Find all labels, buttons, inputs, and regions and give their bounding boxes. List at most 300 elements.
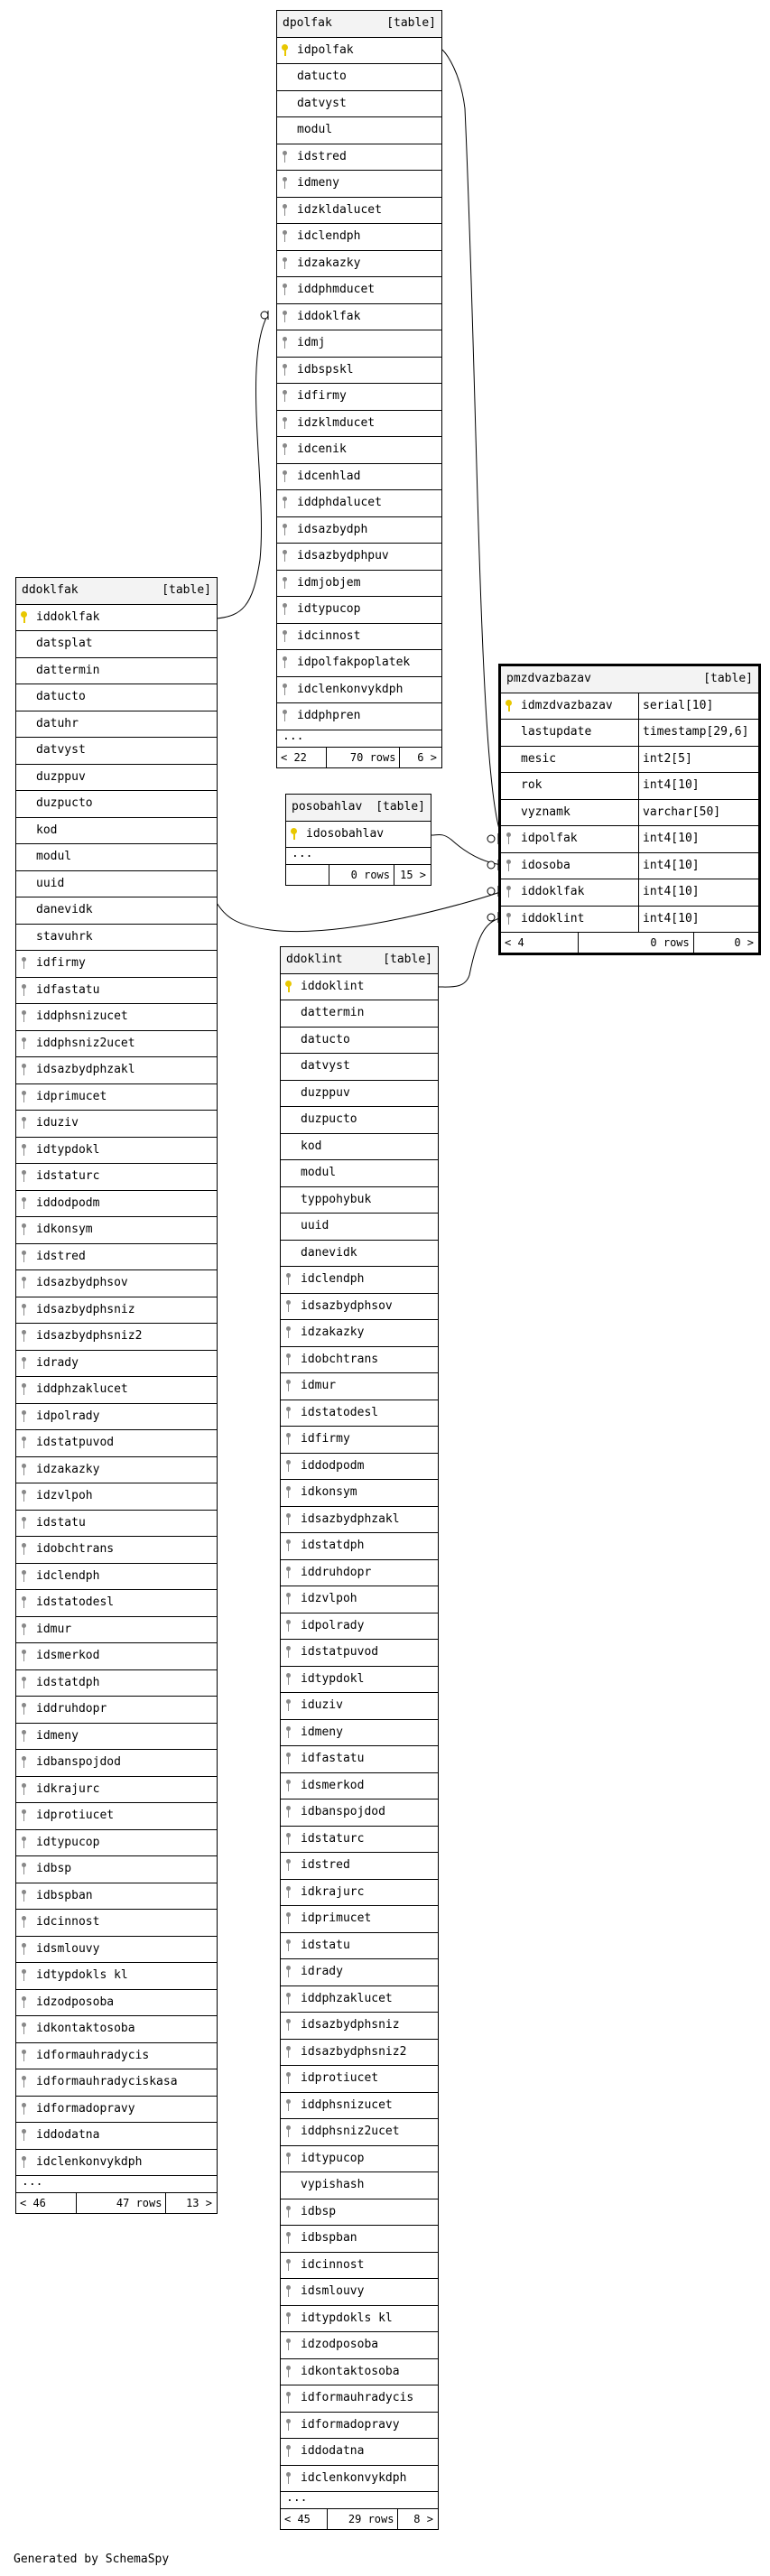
column-name: idmeny [297, 176, 339, 190]
column-row[interactable] [16, 2016, 217, 2043]
column-row[interactable] [16, 1217, 217, 1244]
generated-by-footer: Generated by SchemaSpy [14, 2553, 170, 2566]
column-name: duzpucto [301, 1112, 357, 1126]
column-row[interactable] [16, 1191, 217, 1218]
column-row[interactable] [286, 822, 431, 849]
column-row[interactable] [281, 2253, 438, 2280]
foreign-key-icon [16, 978, 31, 1004]
column-name: idfirmy [301, 1432, 350, 1446]
column-row[interactable] [281, 1880, 438, 1907]
parents-count[interactable] [286, 865, 329, 885]
column-row[interactable] [16, 1084, 217, 1111]
foreign-key-icon [277, 464, 292, 490]
column-row[interactable] [16, 844, 217, 871]
row-count: 29 rows [328, 2509, 398, 2529]
row-count: 70 rows [327, 748, 401, 767]
column-name: iddphzaklucet [36, 1382, 128, 1396]
column-row[interactable] [281, 2279, 438, 2306]
foreign-key-icon [281, 2385, 295, 2412]
column-row[interactable] [16, 1910, 217, 1937]
column-row[interactable] [16, 897, 217, 925]
table-header[interactable] [501, 666, 758, 693]
column-row[interactable] [16, 1111, 217, 1138]
column-row[interactable] [281, 1160, 438, 1187]
column-row[interactable] [277, 198, 441, 225]
foreign-key-icon [281, 1933, 295, 1959]
column-row[interactable] [281, 1241, 438, 1268]
column-row[interactable] [281, 1933, 438, 1960]
children-count[interactable]: 15 > [400, 869, 426, 881]
primary-key-icon [501, 693, 515, 720]
column-row[interactable] [16, 1297, 217, 1325]
column-row[interactable] [281, 1613, 438, 1641]
column-row[interactable] [16, 818, 217, 845]
column-row[interactable] [281, 2226, 438, 2253]
column-row[interactable] [277, 304, 441, 331]
column-row[interactable] [281, 1560, 438, 1587]
column-row[interactable] [277, 358, 441, 385]
column-row[interactable] [16, 1324, 217, 1351]
column-name: stavuhrk [36, 929, 93, 944]
column-name: idmeny [36, 1728, 79, 1743]
table-header[interactable] [16, 578, 217, 605]
column-row[interactable] [281, 1586, 438, 1613]
column-name: idzakazky [36, 1462, 100, 1476]
column-blank-icon [501, 773, 515, 799]
primary-key-icon [286, 822, 301, 848]
foreign-key-icon [281, 1560, 295, 1586]
foreign-key-icon [281, 1667, 295, 1693]
column-row[interactable] [501, 826, 758, 853]
column-row[interactable] [281, 2413, 438, 2440]
column-row[interactable] [281, 1294, 438, 1321]
column-row[interactable] [281, 1799, 438, 1827]
column-row[interactable] [281, 1000, 438, 1028]
column-row[interactable] [16, 1404, 217, 1431]
column-row[interactable] [277, 330, 441, 358]
column-name: modul [301, 1166, 337, 1179]
column-row[interactable] [281, 1480, 438, 1507]
column-row[interactable] [281, 2306, 438, 2333]
column-row[interactable] [281, 1187, 438, 1214]
column-name: idzodposoba [301, 2338, 379, 2351]
column-row[interactable] [281, 1107, 438, 1134]
foreign-key-icon [16, 2123, 31, 2149]
table-header[interactable] [277, 11, 441, 38]
column-row[interactable] [277, 411, 441, 438]
primary-key-icon [16, 605, 31, 631]
column-row[interactable] [277, 490, 441, 517]
column-row[interactable] [281, 1533, 438, 1560]
column-name: modul [36, 850, 72, 863]
foreign-key-icon [16, 1937, 31, 1963]
column-row[interactable] [281, 1054, 438, 1081]
foreign-key-icon [277, 198, 292, 224]
relation-pmzdvazbazav-posobahlav [431, 834, 503, 865]
foreign-key-icon [16, 1297, 31, 1324]
column-row[interactable] [281, 1986, 438, 2013]
column-row[interactable] [16, 1430, 217, 1457]
foreign-key-icon [16, 1031, 31, 1057]
column-row[interactable] [16, 1724, 217, 1751]
foreign-key-icon [16, 1670, 31, 1697]
column-row[interactable] [281, 2439, 438, 2466]
foreign-key-icon [281, 2040, 295, 2066]
column-row[interactable] [16, 711, 217, 739]
column-blank-icon [16, 818, 31, 844]
column-row[interactable] [501, 853, 758, 880]
relation-pmzdvazbazav-ddoklint [439, 917, 503, 987]
column-row[interactable] [501, 907, 758, 934]
children-count[interactable]: 8 > [413, 2513, 433, 2525]
column-name: kod [36, 823, 58, 837]
column-name: idprotiucet [36, 1809, 115, 1822]
column-row[interactable] [16, 1164, 217, 1191]
table-footer [281, 2509, 438, 2529]
column-row[interactable] [16, 1990, 217, 2017]
foreign-key-icon [16, 1883, 31, 1910]
column-name: idstatpuvod [36, 1436, 115, 1449]
more-columns-ellipsis: ... [286, 848, 431, 865]
column-row[interactable] [501, 693, 758, 721]
column-row[interactable] [16, 605, 217, 632]
column-row[interactable] [277, 91, 441, 118]
column-row[interactable] [281, 2013, 438, 2040]
column-name: idbanspojdod [301, 1805, 385, 1818]
column-row[interactable] [16, 1697, 217, 1724]
column-name: idpolfakpoplatek [297, 656, 411, 669]
column-row[interactable] [281, 2466, 438, 2493]
column-row[interactable] [16, 2069, 217, 2097]
column-name: iddoklfak [297, 309, 361, 323]
column-row[interactable] [16, 1643, 217, 1670]
column-row[interactable] [501, 773, 758, 800]
column-row[interactable] [16, 684, 217, 711]
column-name: iddoklint [301, 979, 365, 993]
foreign-key-icon [16, 1724, 31, 1750]
column-name: idcinnost [36, 1915, 100, 1929]
column-name: duzppuv [301, 1085, 350, 1100]
column-row[interactable] [16, 1270, 217, 1297]
column-row[interactable] [16, 1564, 217, 1591]
column-row[interactable] [281, 1454, 438, 1481]
column-row[interactable] [281, 1667, 438, 1694]
column-row[interactable] [281, 2119, 438, 2146]
column-name: idsmerkod [36, 1649, 100, 1662]
children-count[interactable]: 0 > [734, 936, 754, 949]
column-row[interactable] [16, 1777, 217, 1804]
column-row[interactable] [281, 2040, 438, 2067]
foreign-key-icon [16, 1457, 31, 1483]
column-blank-icon [16, 925, 31, 951]
column-name: idbspskl [297, 362, 354, 377]
column-row[interactable] [16, 791, 217, 818]
column-row[interactable] [16, 1963, 217, 1990]
column-row[interactable] [16, 951, 217, 978]
row-count: 0 rows [579, 933, 694, 953]
column-row[interactable] [16, 1856, 217, 1883]
table-name: posobahlav [292, 800, 363, 814]
column-name: idkontaktosoba [36, 2022, 135, 2035]
column-name: idbspban [301, 2231, 357, 2245]
column-row[interactable] [16, 1483, 217, 1511]
column-row[interactable] [16, 871, 217, 898]
column-row[interactable] [16, 1537, 217, 1564]
column-row[interactable] [281, 2332, 438, 2359]
column-name: idstred [301, 1858, 350, 1872]
column-row[interactable] [277, 650, 441, 677]
column-row[interactable] [281, 2199, 438, 2227]
column-name: idtypdokl [36, 1142, 100, 1157]
foreign-key-icon [16, 1138, 31, 1164]
column-row[interactable] [16, 1138, 217, 1165]
column-row[interactable] [281, 1028, 438, 1055]
column-name: idpolfak [521, 832, 578, 845]
column-row[interactable] [16, 2123, 217, 2150]
foreign-key-icon [281, 2439, 295, 2465]
column-name: idcenik [297, 442, 347, 456]
column-row[interactable] [277, 517, 441, 544]
column-row[interactable] [16, 1830, 217, 1857]
column-row[interactable] [281, 2385, 438, 2413]
column-row[interactable] [277, 144, 441, 172]
foreign-key-icon [281, 1427, 295, 1453]
column-row[interactable] [281, 2146, 438, 2173]
column-row[interactable] [281, 1773, 438, 1800]
foreign-key-icon [281, 1880, 295, 1906]
table-ddoklfak[interactable] [15, 577, 218, 2214]
column-row[interactable] [281, 1720, 438, 1747]
column-row[interactable] [16, 1803, 217, 1830]
foreign-key-icon [281, 1693, 295, 1719]
column-row[interactable] [16, 1670, 217, 1697]
column-row[interactable] [281, 1693, 438, 1720]
column-row[interactable] [281, 1214, 438, 1241]
column-row[interactable] [281, 1906, 438, 1933]
foreign-key-icon [281, 1986, 295, 2013]
column-row[interactable] [281, 1640, 438, 1667]
foreign-key-icon [281, 2093, 295, 2119]
column-row[interactable] [16, 1750, 217, 1777]
column-row[interactable] [16, 1377, 217, 1404]
column-name: lastupdate [521, 725, 592, 739]
foreign-key-icon [16, 1217, 31, 1243]
parents-count[interactable]: < 22 [277, 748, 327, 767]
foreign-key-icon [16, 1750, 31, 1776]
column-row[interactable] [277, 437, 441, 464]
foreign-key-icon [16, 1057, 31, 1083]
column-row[interactable] [16, 631, 217, 658]
column-row[interactable] [501, 747, 758, 774]
column-row[interactable] [281, 1827, 438, 1854]
column-row[interactable] [277, 544, 441, 571]
column-row[interactable] [281, 974, 438, 1001]
column-row[interactable] [277, 38, 441, 65]
column-type: int4[10] [638, 907, 700, 933]
column-row[interactable] [16, 1617, 217, 1644]
column-row[interactable] [277, 64, 441, 91]
table-kind: [table] [162, 583, 211, 597]
column-row[interactable] [16, 658, 217, 685]
column-row[interactable] [281, 2093, 438, 2120]
foreign-key-icon [281, 1799, 295, 1826]
column-row[interactable] [16, 978, 217, 1005]
parents-count[interactable]: < 4 [501, 933, 579, 953]
column-row[interactable] [277, 224, 441, 251]
column-row[interactable] [277, 624, 441, 651]
column-row[interactable] [277, 464, 441, 491]
parents-count[interactable]: < 45 [281, 2509, 328, 2529]
column-row[interactable] [16, 1351, 217, 1378]
table-pmzdvazbazav[interactable] [498, 664, 761, 955]
table-footer [501, 933, 758, 953]
column-name: iddodatna [36, 2128, 100, 2142]
foreign-key-icon [16, 1590, 31, 1616]
foreign-key-icon [281, 1773, 295, 1799]
column-row[interactable] [16, 738, 217, 765]
column-name: idclendph [36, 1568, 100, 1583]
column-row[interactable] [281, 1853, 438, 1880]
column-row[interactable] [16, 2097, 217, 2124]
column-name: iddphpren [297, 709, 361, 722]
column-row[interactable] [16, 925, 217, 952]
column-row[interactable] [16, 1457, 217, 1484]
primary-key-icon [277, 38, 292, 64]
table-ddoklint[interactable] [280, 946, 439, 2530]
table-name: dpolfak [283, 16, 332, 30]
foreign-key-icon [281, 1294, 295, 1320]
column-name: modul [297, 123, 333, 136]
column-name: datvyst [301, 1059, 350, 1073]
column-row[interactable] [16, 1004, 217, 1031]
foreign-key-icon [16, 1191, 31, 1217]
foreign-key-icon [277, 358, 292, 384]
column-row[interactable] [281, 1081, 438, 1108]
column-row[interactable] [281, 2359, 438, 2386]
column-row[interactable] [501, 720, 758, 747]
column-name: idformauhradycis [301, 2391, 414, 2404]
column-row[interactable] [281, 1427, 438, 1454]
children-count[interactable]: 13 > [186, 2197, 212, 2209]
column-row[interactable] [16, 1511, 217, 1538]
column-row[interactable] [277, 117, 441, 144]
column-row[interactable] [277, 571, 441, 598]
column-row[interactable] [277, 277, 441, 304]
foreign-key-icon [281, 1906, 295, 1932]
column-name: idzakazky [301, 1325, 365, 1339]
foreign-key-icon [281, 1507, 295, 1533]
column-name: idkrajurc [301, 1884, 365, 1899]
column-name: idrady [36, 1355, 79, 1370]
table-kind: [table] [386, 16, 436, 30]
column-row[interactable] [16, 1883, 217, 1911]
column-name: idbanspojdod [36, 1755, 121, 1769]
column-name: iddoklfak [36, 609, 100, 624]
column-row[interactable] [16, 2150, 217, 2177]
column-blank-icon [281, 1000, 295, 1027]
column-row[interactable] [501, 879, 758, 907]
column-blank-icon [16, 738, 31, 764]
foreign-key-icon [281, 1827, 295, 1853]
column-name: idtypdokl [301, 1671, 365, 1686]
column-row[interactable] [16, 1937, 217, 1964]
foreign-key-icon [277, 544, 292, 570]
foreign-key-icon [501, 853, 515, 879]
column-row[interactable] [281, 1746, 438, 1773]
column-row[interactable] [281, 1267, 438, 1294]
column-row[interactable] [281, 1507, 438, 1534]
parents-count[interactable]: < 46 [16, 2193, 77, 2213]
column-name: idsazbydphzakl [301, 1511, 400, 1526]
column-row[interactable] [277, 703, 441, 730]
column-row[interactable] [16, 1590, 217, 1617]
column-row[interactable] [501, 800, 758, 827]
column-row[interactable] [277, 251, 441, 278]
column-row[interactable] [16, 1031, 217, 1058]
column-type: timestamp[29,6] [638, 720, 748, 746]
table-name: ddoklfak [22, 583, 79, 597]
column-type: int4[10] [638, 879, 700, 906]
column-row[interactable] [277, 597, 441, 624]
column-row[interactable] [281, 1134, 438, 1161]
foreign-key-icon [281, 1586, 295, 1613]
column-blank-icon [281, 1081, 295, 1107]
foreign-key-icon [277, 490, 292, 516]
column-row[interactable] [16, 1244, 217, 1271]
table-header[interactable] [281, 947, 438, 974]
column-name: idformadopravy [301, 2417, 400, 2432]
relation-dpolfak-ddoklfak [217, 314, 268, 618]
table-header[interactable] [286, 795, 431, 822]
column-name: idzvlpoh [301, 1592, 357, 1605]
foreign-key-icon [16, 1564, 31, 1590]
column-row[interactable] [281, 1320, 438, 1347]
column-name: idprotiucet [301, 2071, 379, 2085]
foreign-key-icon [281, 1959, 295, 1985]
column-row[interactable] [277, 171, 441, 198]
column-name: idcenhlad [297, 469, 361, 483]
column-row[interactable] [277, 384, 441, 411]
foreign-key-icon [281, 1373, 295, 1400]
column-row[interactable] [281, 1400, 438, 1427]
column-type: int2[5] [638, 747, 692, 773]
column-name: idsazbydphsniz2 [36, 1329, 143, 1343]
foreign-key-icon [281, 2359, 295, 2385]
column-name: iduziv [301, 1698, 343, 1712]
table-posobahlav[interactable] [285, 794, 431, 886]
column-type: int4[10] [638, 773, 700, 799]
column-name: idfastatu [301, 1752, 365, 1765]
column-row[interactable] [281, 2172, 438, 2199]
column-row[interactable] [281, 1373, 438, 1400]
column-row[interactable] [277, 677, 441, 704]
column-row[interactable] [16, 765, 217, 792]
column-row[interactable] [16, 2043, 217, 2070]
column-name: idpolrady [36, 1409, 100, 1423]
column-name: idobchtrans [36, 1542, 115, 1556]
more-columns-ellipsis: ... [16, 2176, 217, 2193]
column-row[interactable] [16, 1057, 217, 1084]
column-name: idobchtrans [301, 1352, 379, 1366]
column-row[interactable] [281, 1959, 438, 1986]
foreign-key-icon [277, 411, 292, 437]
table-dpolfak[interactable] [276, 10, 442, 768]
column-row[interactable] [281, 2066, 438, 2093]
children-count[interactable]: 6 > [417, 750, 437, 764]
column-blank-icon [277, 64, 292, 90]
column-row[interactable] [281, 1347, 438, 1374]
column-name: idfirmy [297, 389, 347, 403]
